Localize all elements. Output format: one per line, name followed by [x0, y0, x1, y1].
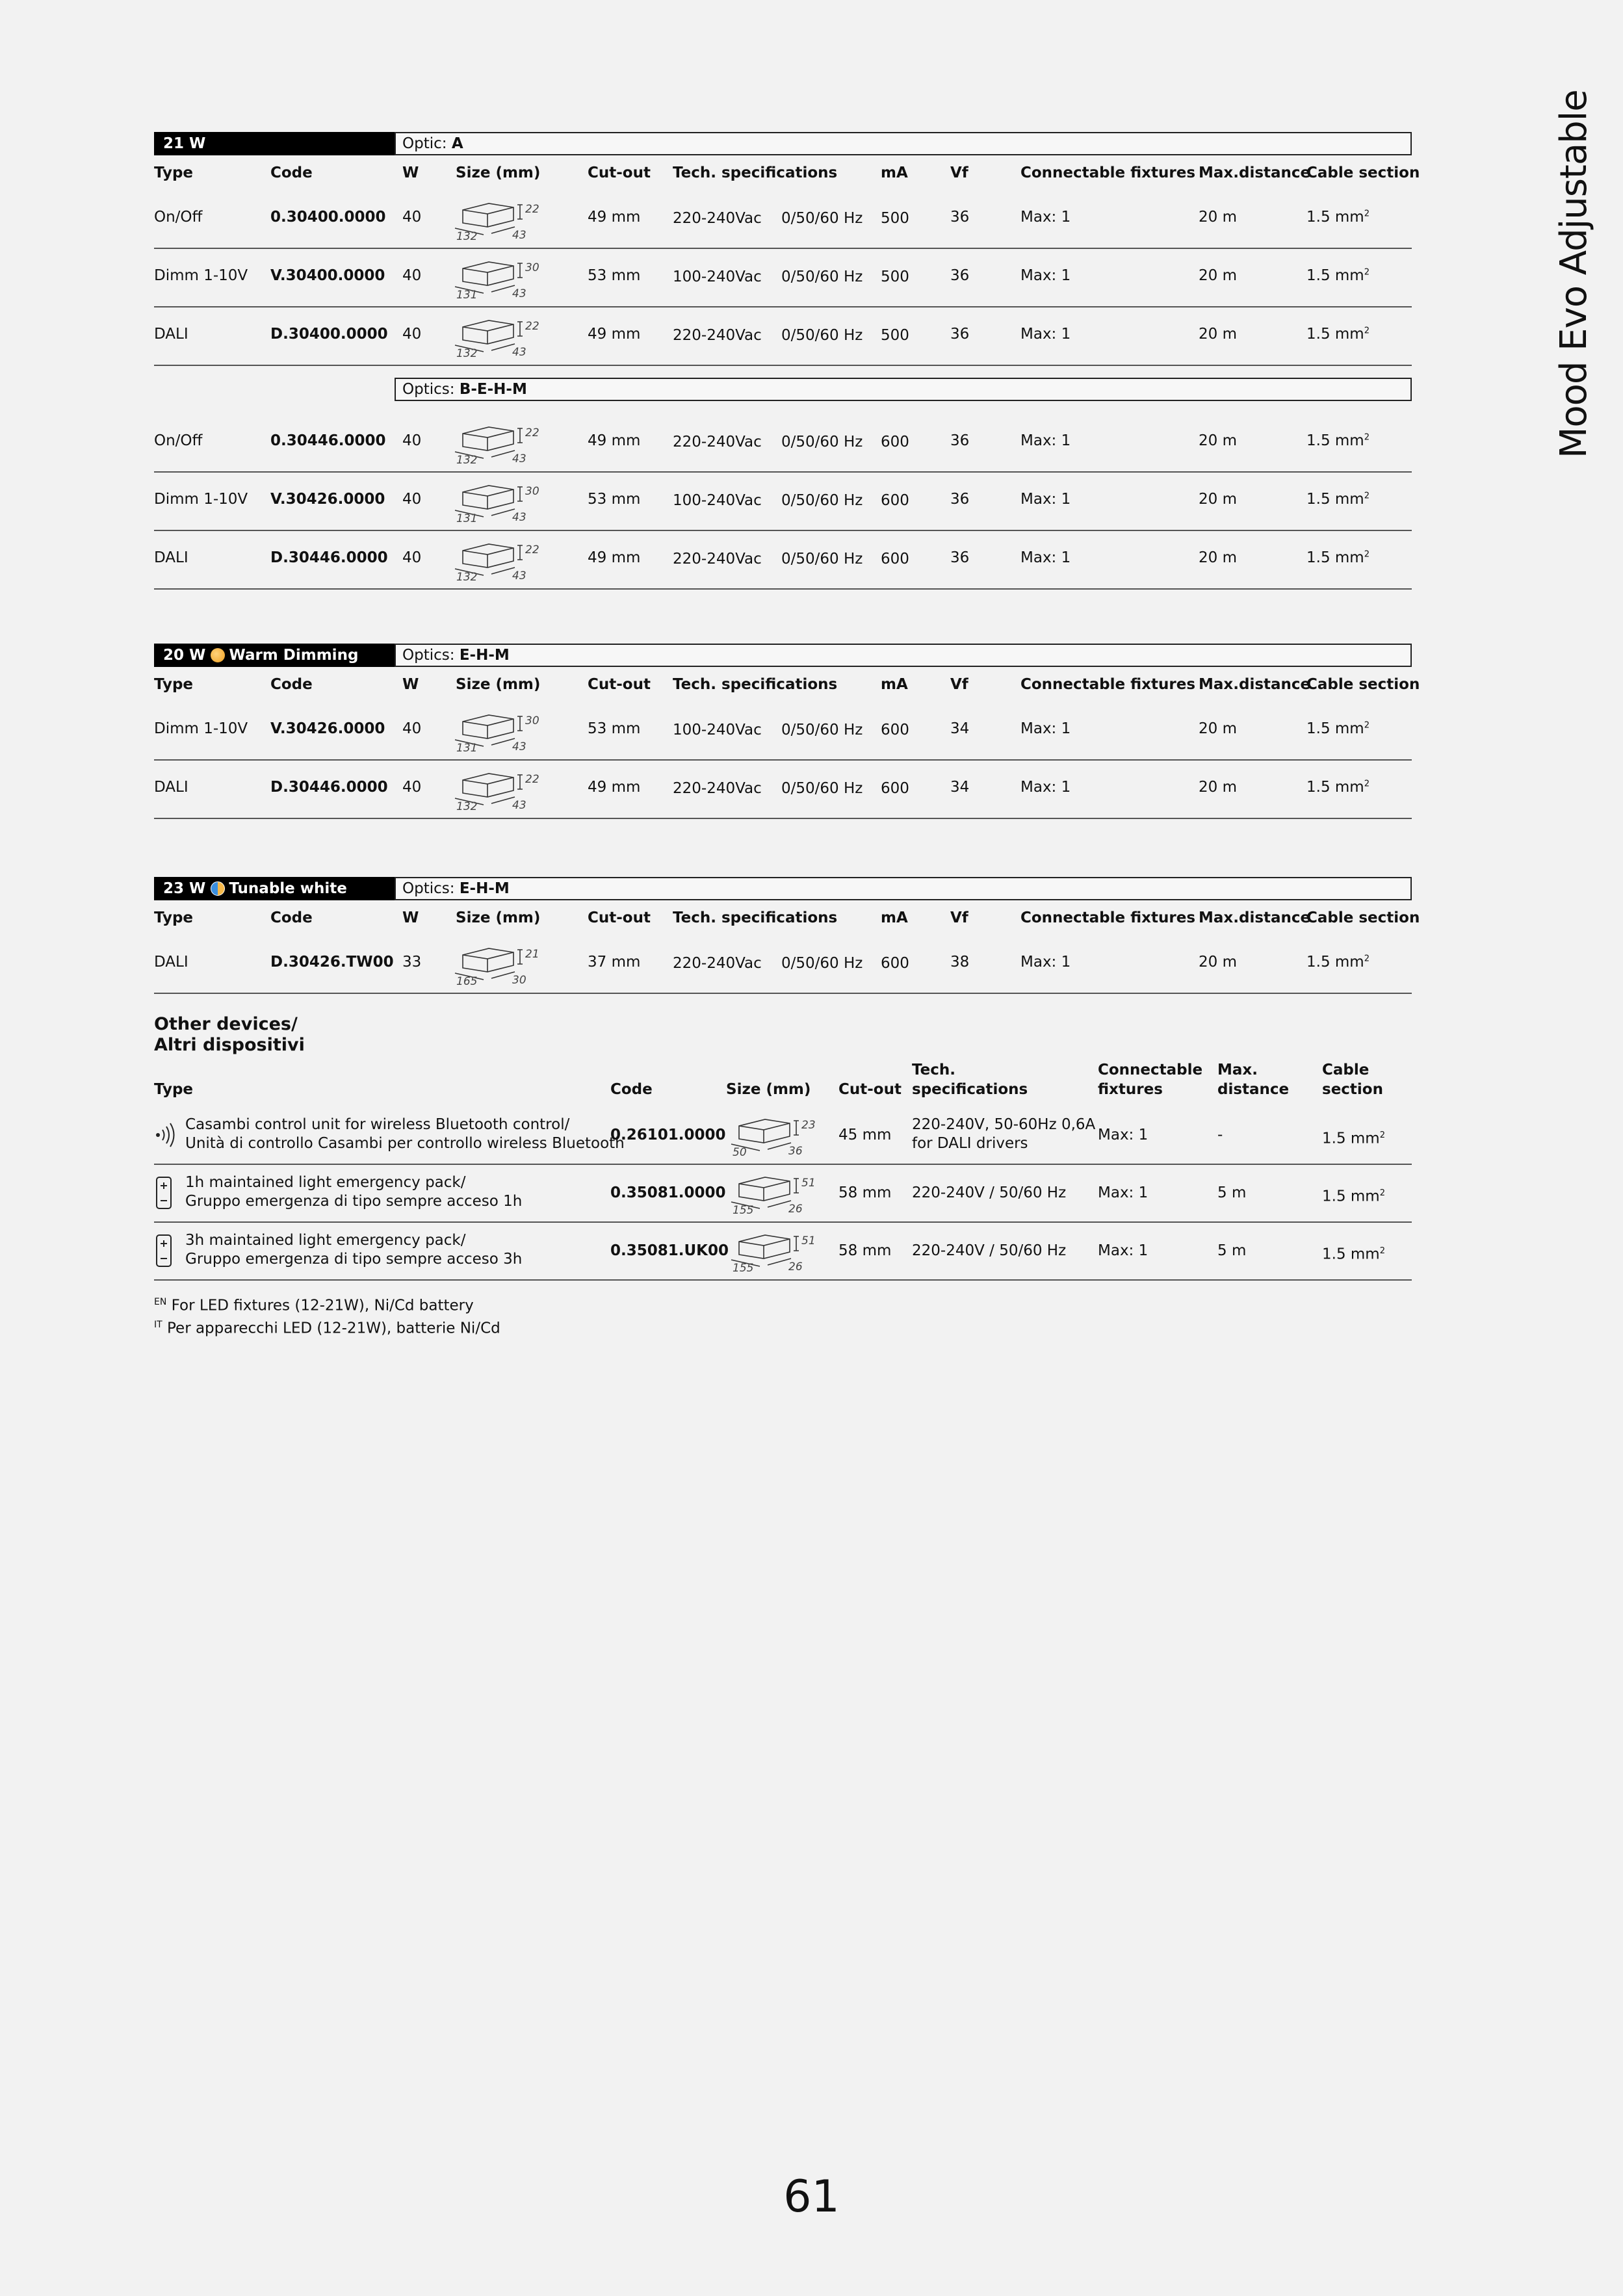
svg-text:132: 132: [456, 347, 478, 359]
table-row: DALI D.30400.0000 40 22 132 43 49 mm 220-240Vac 0/50/60 Hz 500 36 Max: 1 20 m 1.5 $mm^2$: [154, 307, 1412, 366]
dimension-drawing: [450, 254, 547, 301]
dimension-drawing: [726, 1227, 824, 1274]
table-row: On/Off 0.30400.0000 40 22 132 43 49 mm 220-240Vac 0/50/60 Hz 500 36 Max: 1 20 m 1.5 $mm^2$: [154, 190, 1412, 249]
table-row: DALI D.30426.TW00 33 21 165 30 37 mm 220-240Vac 0/50/60 Hz 600 38 Max: 1 20 m 1.5 $mm^2$: [154, 935, 1412, 994]
svg-text:131: 131: [456, 742, 478, 754]
svg-text:22: 22: [525, 426, 539, 439]
table-header: Type Code W Size (mm) Cut-out Tech. specifications mA Vf Connectable fixtures Max.distance Cable section: [154, 676, 1420, 693]
dimension-drawing: [450, 707, 547, 754]
spec-section: [154, 877, 1420, 994]
svg-text:155: 155: [733, 1204, 754, 1216]
table-header: Type Code W Size (mm) Cut-out Tech. specifications mA Vf Connectable fixtures Max.distance Cable section: [154, 164, 1420, 181]
svg-text:131: 131: [456, 289, 478, 301]
optic-label: Optic: A: [395, 132, 1412, 155]
dimension-drawing: [726, 1112, 824, 1158]
table-row: Dimm 1-10V V.30400.0000 40 30 131 43 53 mm 100-240Vac 0/50/60 Hz 500 36 Max: 1 20 m 1.5 $mm^2$: [154, 249, 1412, 307]
power-label: 20 W Warm Dimming: [154, 644, 395, 667]
svg-text:132: 132: [456, 571, 478, 583]
svg-text:43: 43: [512, 511, 526, 524]
battery-icon: [154, 1175, 174, 1211]
svg-text:131: 131: [456, 512, 478, 525]
table-row: DALI D.30446.0000 40 22 132 43 49 mm 220-240Vac 0/50/60 Hz 600 36 Max: 1 20 m 1.5 $mm^2$: [154, 531, 1412, 590]
dimension-drawing: [450, 941, 547, 987]
table-row: On/Off 0.30446.0000 40 22 132 43 49 mm 220-240Vac 0/50/60 Hz 600 36 Max: 1 20 m 1.5 $mm^2$: [154, 414, 1412, 473]
side-title: Mood Evo Adjustable: [1553, 90, 1595, 458]
svg-text:51: 51: [801, 1177, 816, 1190]
dimension-drawing: [450, 419, 547, 466]
optic-label: Optics: E-H-M: [395, 644, 1412, 667]
power-label: 21 W: [154, 132, 395, 155]
svg-text:43: 43: [512, 799, 526, 812]
optic-label: Optics: E-H-M: [395, 877, 1412, 900]
svg-text:43: 43: [512, 740, 526, 753]
list-item: 1h maintained light emergency pack/ Gruppo emergenza di tipo sempre acceso 1h 0.35081.0000 51 155 26 58 mm 220-240V / 50/60 Hz Max: 1 5 m 1.5 $mm^2$: [154, 1164, 1412, 1223]
svg-text:30: 30: [525, 261, 539, 274]
other-devices-header: Type Code Size (mm) Cut-out Tech. specifications Connectable fixtures Max. distance Cable section: [154, 1062, 1383, 1098]
svg-text:43: 43: [512, 229, 526, 242]
table-row: Dimm 1-10V V.30426.0000 40 30 131 43 53 mm 100-240Vac 0/50/60 Hz 600 36 Max: 1 20 m 1.5 $mm^2$: [154, 473, 1412, 531]
svg-text:50: 50: [733, 1146, 747, 1158]
dimension-drawing: [450, 196, 547, 242]
spec-section: [154, 644, 1420, 819]
power-label: 23 W Tunable white: [154, 877, 395, 900]
svg-text:23: 23: [801, 1119, 816, 1132]
dimension-drawing: [726, 1169, 824, 1216]
svg-text:30: 30: [512, 974, 526, 987]
svg-text:30: 30: [525, 485, 539, 498]
dimension-drawing: [450, 478, 547, 525]
battery-icon: [154, 1233, 174, 1269]
tunable-white-icon: [211, 881, 225, 896]
svg-text:43: 43: [512, 287, 526, 300]
svg-text:36: 36: [788, 1145, 803, 1158]
svg-text:43: 43: [512, 452, 526, 465]
dimension-drawing: [450, 313, 547, 359]
warm-dimming-icon: [211, 648, 225, 662]
table-header: Type Code W Size (mm) Cut-out Tech. specifications mA Vf Connectable fixtures Max.distance Cable section: [154, 909, 1420, 926]
svg-text:22: 22: [525, 543, 539, 556]
svg-text:22: 22: [525, 320, 539, 333]
svg-text:30: 30: [525, 714, 539, 727]
note-en: $^{EN}$ For LED fixtures (12-21W), Ni/Cd battery: [154, 1297, 474, 1314]
svg-text:155: 155: [733, 1262, 754, 1274]
svg-text:165: 165: [456, 975, 478, 987]
svg-text:21: 21: [525, 948, 539, 961]
svg-text:43: 43: [512, 346, 526, 359]
svg-text:26: 26: [788, 1260, 803, 1273]
other-devices-title: Other devices/ Altri dispositivi: [154, 1014, 305, 1055]
svg-text:26: 26: [788, 1203, 803, 1216]
svg-text:132: 132: [456, 454, 478, 466]
svg-text:51: 51: [801, 1234, 816, 1247]
table-row: DALI D.30446.0000 40 22 132 43 49 mm 220-240Vac 0/50/60 Hz 600 34 Max: 1 20 m 1.5 $mm^2$: [154, 761, 1412, 819]
optic-label: Optics: B-E-H-M: [395, 378, 1412, 401]
svg-text:22: 22: [525, 773, 539, 786]
table-row: Dimm 1-10V V.30426.0000 40 30 131 43 53 mm 100-240Vac 0/50/60 Hz 600 34 Max: 1 20 m 1.5 $mm^2$: [154, 702, 1412, 761]
note-it: $^{IT}$ Per apparecchi LED (12-21W), batterie Ni/Cd: [154, 1320, 500, 1337]
wireless-icon: [154, 1121, 177, 1149]
svg-text:132: 132: [456, 230, 478, 242]
svg-text:132: 132: [456, 800, 478, 813]
svg-text:22: 22: [525, 203, 539, 216]
svg-text:43: 43: [512, 569, 526, 582]
list-item: 3h maintained light emergency pack/ Gruppo emergenza di tipo sempre acceso 3h 0.35081.UK00 51 155 26 58 mm 220-240V / 50/60 Hz Max: 1 5 m 1.5 $mm^2$: [154, 1222, 1412, 1281]
spec-section: [154, 132, 1420, 590]
list-item: Casambi control unit for wireless Bluetooth control/ Unità di controllo Casambi per controllo wireless Bluetooth 0.26101.0000 23 50 36 45 mm 220-240V, 50-60Hz 0,6A for DALI drivers Max: 1 - 1.5 $mm^2$: [154, 1106, 1412, 1165]
dimension-drawing: [450, 766, 547, 813]
dimension-drawing: [450, 536, 547, 583]
page-number: 61: [783, 2171, 840, 2223]
